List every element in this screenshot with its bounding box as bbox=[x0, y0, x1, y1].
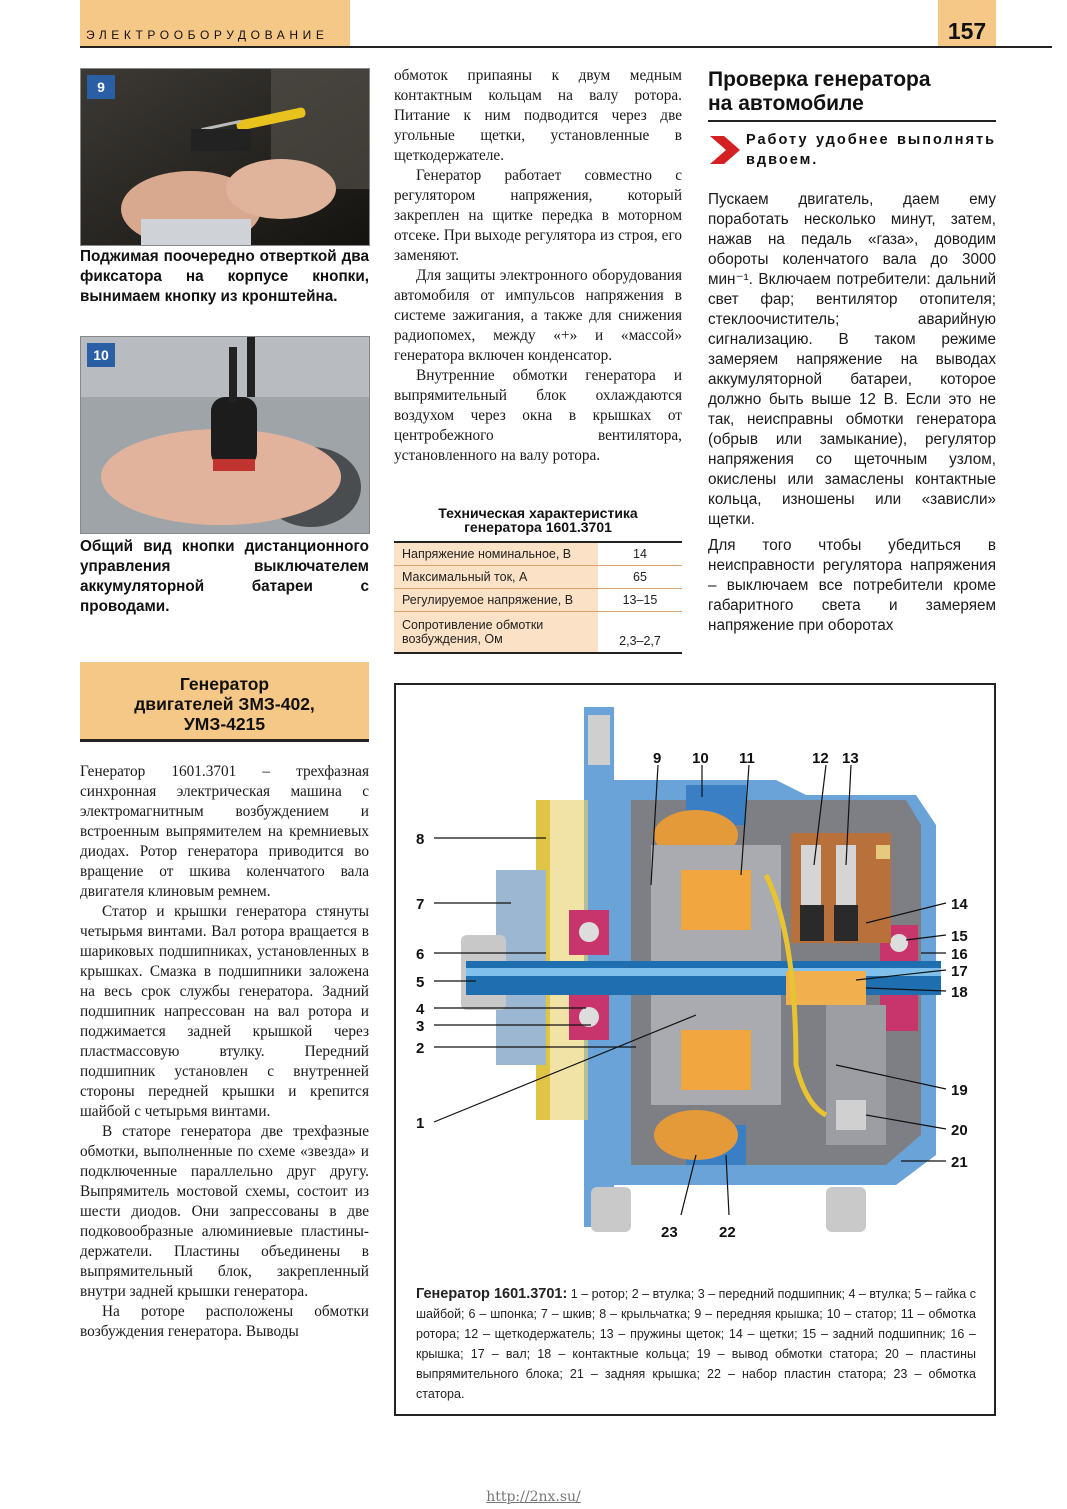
label-11: 11 bbox=[739, 750, 755, 767]
label-10: 10 bbox=[692, 750, 709, 767]
spec-name: Максимальный ток, А bbox=[394, 566, 598, 589]
check-heading-line-2: на автомобиле bbox=[708, 92, 864, 115]
label-14: 14 bbox=[951, 896, 968, 913]
rotor-winding-bottom bbox=[681, 1030, 751, 1090]
footer-url[interactable]: http://2nx.su/ bbox=[486, 1489, 581, 1505]
spec-table-title-line-1: Техническая характеристика bbox=[438, 505, 638, 521]
label-17: 17 bbox=[951, 963, 968, 980]
figure-caption-text: 1 – ротор; 2 – втулка; 3 – передний подшипник; 4 – втулка; 5 – гайка с шайбой; 6 – шпонка; 7 – шкив; 8 – крыльчатка; 9 – передняя крышка; 10 – статор; 11 – обмотка ротора; 12 – щеткодержатель; 13 – пружины щеток; 14 – щетки; 15 – задний подшипник; 16 – крышка; 17 – вал; 18 – контактные кольца; 19 – вывод обмотки статора; 20 – пластины выпрямительного блока; 21 – задняя крышка; 22 – набор пластин статора; 23 – обмотка статора. bbox=[416, 1287, 976, 1401]
tip-arrow-icon bbox=[708, 134, 742, 166]
label-16: 16 bbox=[951, 946, 968, 963]
label-18: 18 bbox=[951, 984, 968, 1001]
label-13: 13 bbox=[842, 750, 859, 767]
label-22: 22 bbox=[719, 1224, 736, 1241]
generator-heading bbox=[80, 662, 369, 742]
label-1: 1 bbox=[416, 1115, 425, 1132]
left-column-text bbox=[80, 762, 369, 1342]
label-6: 6 bbox=[416, 946, 425, 963]
hand-right bbox=[226, 159, 336, 219]
spec-name: Регулируемое напряжение, В bbox=[394, 589, 598, 612]
spec-row bbox=[394, 566, 682, 589]
label-9: 9 bbox=[653, 750, 662, 767]
spec-value: 13–15 bbox=[598, 589, 682, 612]
check-heading-line-1: Проверка генератора bbox=[708, 68, 931, 91]
check-heading bbox=[708, 68, 1008, 116]
photo-9-caption: Поджимая поочередно отверткой два фиксатора на корпусе кнопки, вынимаем кнопку из кронштейна. bbox=[80, 248, 369, 305]
label-15: 15 bbox=[951, 928, 968, 945]
header-rule bbox=[80, 46, 1052, 48]
left-paragraph-2: Статор и крышки генератора стянуты четырьмя винтами. Вал ротора вращается в шариковых подшипниках, установленных в крышках. Смазка в подшипники заложена на весь срок службы генератора. Задний подшипник напрессован на вал ротора и поджимается задней крышкой через пластмассовую втулку. Передний подшипник установлен с внутренней стороны передней крышки и крепится шайбой с четырьмя винтами. bbox=[80, 903, 369, 1120]
spec-table-title-line-2: генератора 1601.3701 bbox=[464, 519, 612, 535]
check-heading-rule bbox=[708, 120, 996, 122]
photo-10 bbox=[80, 336, 370, 534]
middle-column-text bbox=[394, 66, 682, 466]
spec-value: 2,3–2,7 bbox=[598, 612, 682, 654]
photo-10-badge: 10 bbox=[87, 343, 115, 367]
generator-heading-line-3: УМЗ-4215 bbox=[183, 714, 266, 734]
left-paragraph-1: Генератор 1601.3701 – трехфазная синхронная электрическая машина с электромагнитным возбуждением и встроенным выпрямителем на кремниевых диодах. Ротор генератора приводится во вращение от шкива коленчатого вала двигателя клиновым ремнем. bbox=[80, 763, 369, 900]
generator-heading-line-2: двигателей ЗМЗ-402, bbox=[134, 694, 315, 714]
label-3: 3 bbox=[416, 1018, 425, 1035]
label-8: 8 bbox=[416, 831, 425, 848]
spec-table-title bbox=[394, 506, 682, 534]
generator-cutaway-drawing bbox=[396, 685, 994, 1280]
middle-paragraph-2: Генератор работает совместно с регулятором напряжения, который закреплен на щитке передка в моторном отсеке. При выходе регулятора из строя, его заменяют. bbox=[394, 167, 682, 264]
label-2: 2 bbox=[416, 1040, 425, 1057]
label-20: 20 bbox=[951, 1122, 968, 1139]
left-paragraph-3: В статоре генератора две трехфазные обмотки, выполненные по схеме «звезда» и подключенные параллельно друг другу. Выпрямитель мостовой схемы, состоит из шести диодов. Они запрессованы в две подковообразные алюминиевые пластины-держатели. Пластины объединены в выпрямительный блок, закрепленный внутри задней крышки генератора. bbox=[80, 1123, 369, 1300]
figure-caption-title: Генератор 1601.3701: bbox=[416, 1286, 568, 1302]
right-paragraph-2: Для того чтобы убедиться в неисправности регулятора напряжения – выключаем все потребители кроме габаритного света и замеряем напряжение при оборотах bbox=[708, 537, 996, 634]
label-7: 7 bbox=[416, 896, 425, 913]
figure-caption bbox=[416, 1284, 976, 1404]
photo-10-image bbox=[81, 337, 369, 533]
spec-row bbox=[394, 542, 682, 566]
photo-9 bbox=[80, 68, 370, 246]
brush-spring-1 bbox=[801, 845, 821, 905]
button-body bbox=[211, 397, 257, 467]
label-23: 23 bbox=[661, 1224, 678, 1241]
spec-value: 14 bbox=[598, 542, 682, 566]
tip-text: Работу удобнее выполнять вдвоем. bbox=[746, 132, 996, 168]
stator-winding-bottom bbox=[654, 1110, 738, 1160]
middle-paragraph-3: Для защиты электронного оборудования автомобиля от импульсов напряжения в системе зажигания, а также для снижения радиопомех, между «+» и «массой» генератора включен конденсатор. bbox=[394, 267, 682, 364]
spec-table bbox=[394, 541, 682, 654]
spec-name: Сопротивление обмотки возбуждения, Ом bbox=[394, 612, 598, 654]
page-number: 157 bbox=[947, 18, 987, 44]
left-paragraph-4: На роторе расположены обмотки возбуждения генератора. Выводы bbox=[80, 1303, 369, 1340]
spec-row bbox=[394, 612, 682, 654]
right-paragraph-1: Пускаем двигатель, даем ему поработать несколько минут, затем, нажав на педаль «газа», доводим обороты коленчатого вала до 3000 мин⁻¹. Включаем потребители: дальний свет фар; вентилятор отопителя; стеклоочиститель; аварийную сигнализацию. В таком режиме замеряем напряжение на выводах аккумуляторной батареи, которое должно быть выше 12 В. Если это не так, неисправны обмотки генератора (обрыв или замыкание), регулятор напряжения со щеточным узлом, окислены или замаслены контактные кольца, изношены или «зависли» щетки. bbox=[708, 191, 996, 528]
spec-value: 65 bbox=[598, 566, 682, 589]
label-21: 21 bbox=[951, 1154, 968, 1171]
middle-paragraph-1: обмоток припаяны к двум медным контактным кольцам на валу ротора. Питание к ним подводится через две угольные щетки, установленные в щеткодержателе. bbox=[394, 67, 682, 164]
rotor-winding-top bbox=[681, 870, 751, 930]
photo-9-badge: 9 bbox=[87, 75, 115, 99]
middle-paragraph-4: Внутренние обмотки генератора и выпрямительный блок охлаждаются воздухом через окна в крышках от центробежного вентилятора, установленного на валу ротора. bbox=[394, 367, 682, 464]
right-column-text bbox=[708, 190, 996, 636]
brush-1 bbox=[800, 905, 824, 941]
spec-name: Напряжение номинальное, В bbox=[394, 542, 598, 566]
label-12: 12 bbox=[812, 750, 829, 767]
label-19: 19 bbox=[951, 1082, 968, 1099]
brush-2 bbox=[834, 905, 858, 941]
spec-row bbox=[394, 589, 682, 612]
generator-heading-line-1: Генератор bbox=[179, 674, 270, 694]
label-4: 4 bbox=[416, 1001, 425, 1018]
label-5: 5 bbox=[416, 974, 425, 991]
slip-rings bbox=[786, 971, 866, 1005]
photo-9-image bbox=[81, 69, 369, 245]
section-title: ЭЛЕКТРООБОРУДОВАНИЕ bbox=[86, 28, 329, 42]
photo-10-caption: Общий вид кнопки дистанционного управления выключателем аккумуляторной батареи с проводами. bbox=[80, 538, 369, 615]
